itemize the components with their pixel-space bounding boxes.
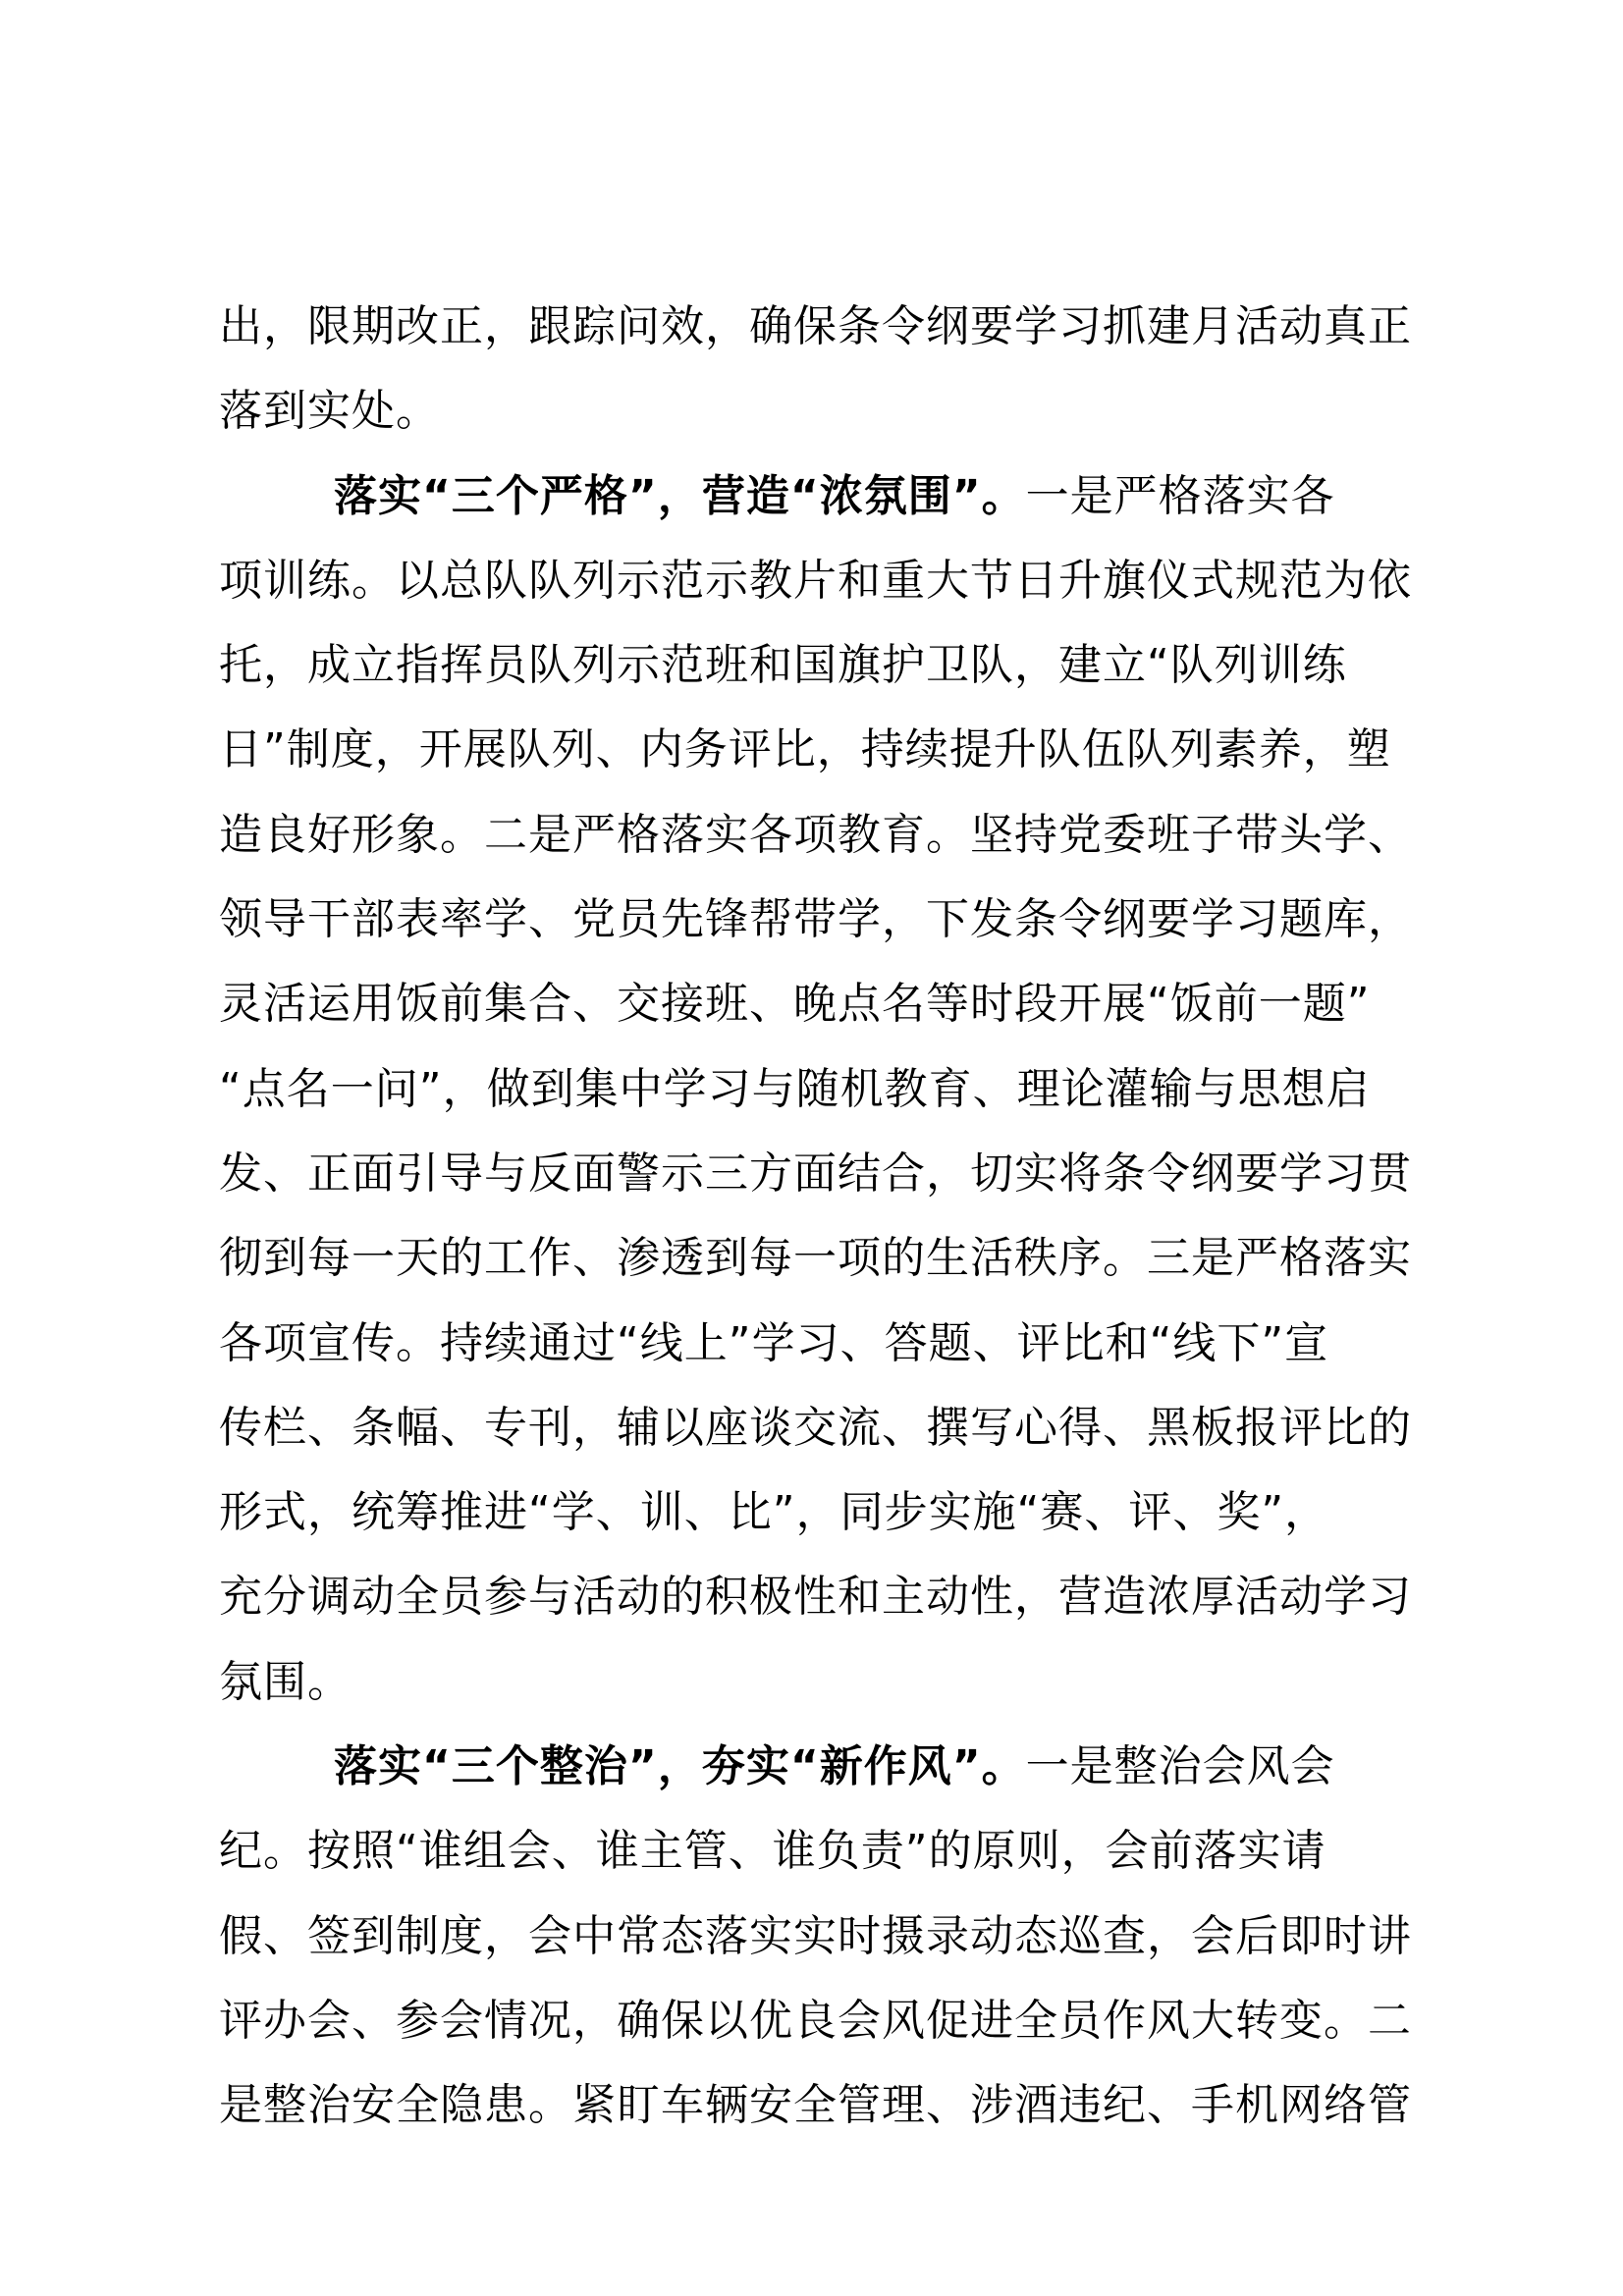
paragraph-3-line: 纪。按照“谁组会、谁主管、谁负责”的原则，会前落实请	[219, 1826, 1326, 1877]
paragraph-2-first-line-text: 一是严格落实各	[1025, 470, 1335, 521]
paragraph-3-heading: 落实“三个整治”，夯实“新作风”。	[334, 1741, 1026, 1792]
paragraph-2-line: 彻到每一天的工作、渗透到每一项的生活秩序。三是严格落实	[219, 1233, 1412, 1284]
document-body	[219, 285, 1419, 2149]
paragraph-2-line: 氛围。	[219, 1656, 352, 1707]
paragraph-2-heading: 落实“三个严格”，营造“浓氛围”。	[334, 470, 1026, 521]
paragraph-3-first-line	[219, 1725, 1419, 1809]
paragraph-3-first-line-text: 一是整治会风会	[1025, 1741, 1335, 1792]
paragraph-2-line: 领导干部表率学、党员先锋帮带学，下发条令纲要学习题库，	[219, 894, 1412, 945]
paragraph-2-line: 项训练。以总队队列示范示教片和重大节日升旗仪式规范为依	[219, 555, 1412, 606]
paragraph-2-line: 形式，统筹推进“学、训、比”，同步实施“赛、评、奖”，	[219, 1487, 1329, 1538]
paragraph-2-line: 灵活运用饭前集合、交接班、晚点名等时段开展“饭前一题”	[219, 979, 1371, 1030]
paragraph-2-line: 充分调动全员参与活动的积极性和主动性，营造浓厚活动学习	[219, 1572, 1412, 1623]
paragraph-3-line: 是整治安全隐患。紧盯车辆安全管理、涉酒违纪、手机网络管	[219, 2080, 1412, 2131]
paragraph-2-line: 托，成立指挥员队列示范班和国旗护卫队，建立“队列训练	[219, 640, 1347, 691]
paragraph-2-line: 日”制度，开展队列、内务评比，持续提升队伍队列素养，塑	[219, 724, 1391, 775]
paragraph-3-line: 评办会、参会情况，确保以优良会风促进全员作风大转变。二	[219, 1995, 1412, 2046]
paragraph-2-line: “点名一问”，做到集中学习与随机教育、理论灌输与思想启	[219, 1063, 1371, 1114]
paragraph-2-line: 发、正面引导与反面警示三方面结合，切实将条令纲要学习贯	[219, 1148, 1412, 1199]
paragraph-1-line-1: 出，限期改正，跟踪问效，确保条令纲要学习抓建月活动真正	[219, 301, 1412, 351]
paragraph-3-line: 假、签到制度，会中常态落实实时摄录动态巡查，会后即时讲	[219, 1910, 1412, 1961]
paragraph-2-line: 传栏、条幅、专刊，辅以座谈交流、撰写心得、黑板报评比的	[219, 1402, 1412, 1453]
paragraph-2-line: 各项宣传。持续通过“线上”学习、答题、评比和“线下”宣	[219, 1317, 1329, 1368]
paragraph-2-first-line	[219, 454, 1419, 539]
paragraph-2-line: 造良好形象。二是严格落实各项教育。坚持党委班子带头学、	[219, 809, 1412, 860]
paragraph-1-line-2: 落到实处。	[219, 386, 440, 437]
